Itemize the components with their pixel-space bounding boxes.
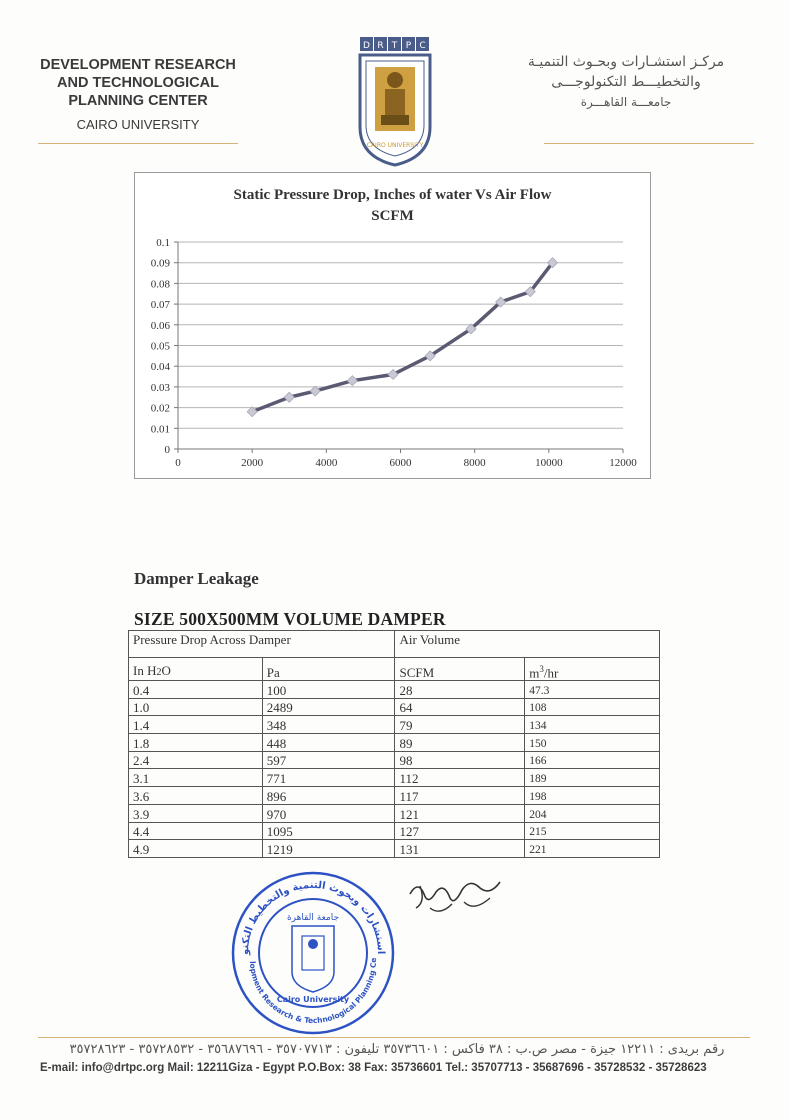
y-tick-label: 0.1 — [156, 237, 170, 249]
logo-letter: T — [391, 41, 398, 51]
table-row — [129, 716, 660, 734]
y-tick-label: 0.05 — [150, 340, 170, 353]
stamp-ar-uni: جامعة القاهرة — [286, 913, 340, 923]
x-tick-label: 10000 — [535, 457, 563, 469]
cell-m3hr: 134 — [525, 716, 660, 734]
y-tick-label: 0.01 — [150, 423, 170, 436]
data-point — [310, 386, 320, 396]
cell-scfm: 98 — [395, 751, 525, 769]
official-stamp — [228, 868, 398, 1038]
org-name-ar — [496, 52, 756, 112]
y-tick-label: 0.08 — [150, 278, 170, 291]
cell-m3hr: 215 — [525, 822, 660, 840]
cell-scfm: 89 — [395, 734, 525, 752]
y-tick-label: 0.07 — [150, 299, 170, 312]
logo-letter: C — [419, 41, 426, 51]
col-header-m3hr: $m^3/hr$ — [525, 658, 660, 681]
data-point — [347, 376, 357, 386]
table-row — [129, 840, 660, 858]
table-row — [129, 787, 660, 805]
chart-title-line: Static Pressure Drop, Inches of water Vs Air Flow — [233, 187, 552, 203]
logo-letter: P — [405, 41, 412, 51]
y-tick-label: 0.06 — [150, 319, 170, 332]
cell-inh2o: 3.6 — [129, 787, 263, 805]
y-tick-label: 0.03 — [150, 381, 170, 394]
cell-scfm: 127 — [395, 822, 525, 840]
table-row — [129, 804, 660, 822]
org-name-line: PLANNING CENTER — [68, 93, 208, 109]
cell-scfm: 121 — [395, 804, 525, 822]
logo-letter: D — [363, 41, 370, 51]
x-tick-label: 4000 — [315, 457, 338, 469]
cell-pa: 448 — [262, 734, 395, 752]
cell-pa: 1219 — [262, 840, 395, 858]
cell-m3hr: 221 — [525, 840, 660, 858]
damper-leakage-heading: Damper Leakage — [134, 569, 259, 588]
x-tick-label: 2000 — [241, 457, 264, 469]
col-header-pa: Pa — [262, 658, 395, 681]
cell-pa: 896 — [262, 787, 395, 805]
org-name-ar-line: والتخطيـــط التكنولوجـــى — [551, 74, 701, 90]
cell-scfm: 112 — [395, 769, 525, 787]
data-point — [247, 407, 257, 417]
y-tick-label: 0.02 — [150, 402, 170, 415]
university-name-ar: جامعـــة القاهـــرة — [580, 95, 672, 109]
x-tick-label: 6000 — [389, 457, 412, 469]
drtpc-logo — [357, 35, 433, 167]
cell-inh2o: 3.9 — [129, 804, 263, 822]
org-name-en — [20, 56, 256, 134]
cell-inh2o: 4.4 — [129, 822, 263, 840]
cell-scfm: 64 — [395, 698, 525, 716]
group-header-air-volume: Air Volume — [395, 631, 660, 658]
footer-contact-en: E-mail: info@drtpc.org Mail: 12211Giza - Egypt P.O.Box: 38 Fax: 35736601 Tel.: 35707713 - 35687696 - 35728532 - 35728623 — [40, 1062, 707, 1074]
chart-title-line: SCFM — [371, 208, 414, 224]
header-divider-right — [544, 143, 754, 144]
cell-m3hr: 189 — [525, 769, 660, 787]
cell-pa: 100 — [262, 681, 395, 699]
x-tick-label: 12000 — [609, 457, 637, 469]
cell-inh2o: 4.9 — [129, 840, 263, 858]
pressure-drop-chart — [134, 172, 651, 479]
stamp-en-text: lopment Research & Technological Planning Ce — [247, 957, 379, 1026]
org-name-line: DEVELOPMENT RESEARCH — [40, 57, 236, 73]
cell-pa: 2489 — [262, 698, 395, 716]
header-divider-left — [38, 143, 238, 144]
cell-m3hr: 150 — [525, 734, 660, 752]
org-name-line: AND TECHNOLOGICAL — [57, 75, 219, 91]
stamp-ar-text: استشارات وبحوث التنمية والتخطيط التكنو — [239, 879, 387, 956]
logo-letters — [360, 37, 429, 51]
cell-pa: 970 — [262, 804, 395, 822]
y-tick-label: 0.04 — [150, 361, 170, 374]
cell-inh2o: 3.1 — [129, 769, 263, 787]
chart-title — [135, 185, 650, 227]
university-name-en: CAIRO UNIVERSITY — [76, 117, 200, 132]
x-tick-label: 0 — [175, 457, 181, 469]
cell-m3hr: 204 — [525, 804, 660, 822]
cell-inh2o: 1.0 — [129, 698, 263, 716]
svg-text:مركز استشارات وبحوث التنمية وا — [228, 868, 386, 956]
y-tick-label: 0.09 — [150, 257, 170, 270]
table-row — [129, 698, 660, 716]
cell-m3hr: 198 — [525, 787, 660, 805]
col-header-inh2o: In H2O — [129, 658, 263, 681]
cell-pa: 771 — [262, 769, 395, 787]
cell-m3hr: 166 — [525, 751, 660, 769]
y-tick-label: 0 — [164, 444, 170, 456]
damper-size-heading: SIZE 500X500MM VOLUME DAMPER — [134, 609, 446, 629]
footer-contact-ar: رقم بريدى : ١٢٢١١ جيزة - مصر ص.ب : ٣٨ فاكس : ٣٥٧٣٦٦٠١ تليفون : ٣٥٧٠٧٧١٣ - ٣٥٦٨٧٦٩٦ - ٣٥٧٢٨٥٣٢ - ٣٥٧٢٨٦٢٣ — [69, 1042, 725, 1057]
logo-letter: R — [377, 41, 384, 51]
x-tick-label: 8000 — [463, 457, 486, 469]
table-row — [129, 822, 660, 840]
cell-m3hr: 108 — [525, 698, 660, 716]
cell-pa: 348 — [262, 716, 395, 734]
cell-inh2o: 0.4 — [129, 681, 263, 699]
table-row — [129, 734, 660, 752]
cell-m3hr: 47.3 — [525, 681, 660, 699]
cell-scfm: 117 — [395, 787, 525, 805]
group-header-pressure: Pressure Drop Across Damper — [129, 631, 395, 658]
cell-pa: 597 — [262, 751, 395, 769]
cell-inh2o: 2.4 — [129, 751, 263, 769]
data-point — [284, 392, 294, 402]
cell-pa: 1095 — [262, 822, 395, 840]
leakage-table — [128, 630, 660, 858]
table-row — [129, 751, 660, 769]
col-header-scfm: SCFM — [395, 658, 525, 681]
series-line — [252, 263, 552, 412]
cell-scfm: 131 — [395, 840, 525, 858]
table-row — [129, 681, 660, 699]
table-row — [129, 769, 660, 787]
cell-inh2o: 1.4 — [129, 716, 263, 734]
org-name-ar-line: مركـز استشـارات وبحـوث التنميـة — [527, 54, 725, 70]
cell-scfm: 79 — [395, 716, 525, 734]
stamp-en-uni: Cairo University — [276, 995, 350, 1004]
handwritten-signature — [400, 872, 510, 922]
logo-ring-text: CAIRO UNIVERSITY — [366, 142, 424, 149]
footer-divider — [38, 1037, 750, 1038]
cell-inh2o: 1.8 — [129, 734, 263, 752]
cell-scfm: 28 — [395, 681, 525, 699]
